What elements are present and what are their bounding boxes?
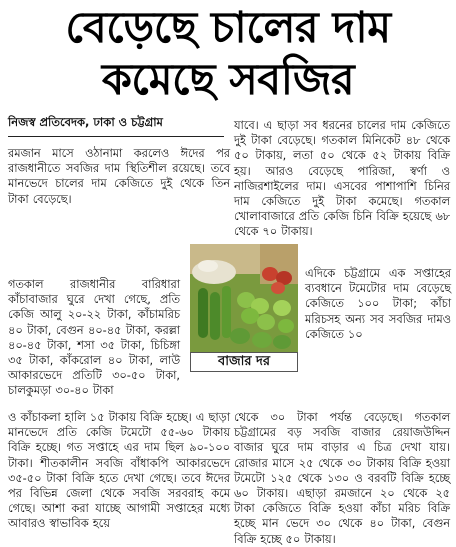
article-column-left-full: ও কাঁচাকলা হালি ১৫ টাকায় বিক্রি হচ্ছে। এ ছাড়া মানভেদে প্রতি কেজি টমেটো ৫৫-৬০ টাকায় বিক্রি হচ্ছে। গত সপ্তাহে এর দাম ছিল ৯০-১০০ টাকা। শীতকালীন সবজি বাঁধাকপি আকারভেদে ৩৫-৫০ টাকা বিক্রি হতে দেখা গেছে। তবে ঈদের পর বিভিন্ন জেলা থেকে সবজি সরবরাহ কমে গেছে। আশা করা যাচ্ছে আগামী সপ্তাহের মধ্যে আবারও স্বাভাবিক হয়ে	[8, 411, 230, 531]
headline-line-1: বেড়েছে চালের দাম	[65, 3, 391, 53]
vegetable-market-photo	[190, 244, 298, 352]
article-column-right-mid: এদিকে চট্টগ্রামে এক সপ্তাহের ব্যবধানে টমেটোর দাম বেড়েছে কেজিতে ১০০ টাকা; কাঁচা মরিচসহ অন্য সব সবজির দামও কেজিতে ১০	[305, 267, 451, 341]
article-column-left-bottom: গতকাল রাজধানীর বারিধারা কাঁচাবাজার ঘুরে দেখা গেছে, প্রতি কেজি আলু ২০-২২ টাকা, কাঁচামরিচ ৪০ টাকা, বেগুন ৪০-৪৫ টাকা, করল্লা ৪০-৪৫ টাকা, শসা ৩৫ টাকা, চিচিঙ্গা ৩৫ টাকা, কাঁকরোল ৪০ টাকা, লাউ আকারভেদে প্রতিটি ৩০-৫০ টাকা, চালকুমড়া ৩০-৪০ টাকা	[8, 278, 180, 398]
byline-divider	[8, 136, 224, 137]
headline-line-2: কমেছে সবজির	[101, 55, 355, 105]
photo-caption: বাজার দর	[190, 352, 298, 372]
article-column-left-top: রমজান মাসে ওঠানামা করলেও ঈদের পর রাজধানীতে সবজির দাম স্থিতিশীল রয়েছে। তবে মানভেদে চালের দাম কেজিতে দুই থেকে তিন টাকা বেড়েছে।	[8, 147, 230, 206]
article-column-right-bottom: থেকে ৩০ টাকা পর্যন্ত বেড়েছে। গতকাল চট্টগ্রামের বড় সবজি বাজার রেয়াজউদ্দিন বাজার ঘুরে দাম বাড়ার এ চিত্র দেখা যায়। রোজার মাসে ২৫ থেকে ৩০ টাকায় বিক্রি হওয়া টমেটো ১২৫ থেকে ১৩০ ও বরবটি বিক্রি হচ্ছে ৬০ টাকায়। এছাড়া রমজানে ২০ থেকে ২৫ টাকা কেজিতে বিক্রি হওয়া কাঁচা মরিচ বিক্রি হচ্ছে মান ভেদে ৩০ থেকে ৪০ টাকা, বেগুন বিক্রি হচ্ছে ৫০ টাকায়।	[234, 411, 450, 546]
article-column-right-top: যাবে। এ ছাড়া সব ধরনের চালের দাম কেজিতে দুই টাকা বেড়েছে। গতকাল মিনিকেট ৪৮ থেকে ৫০ টাকায়, লতা ৫০ থেকে ৫২ টাকায় বিক্রি হয়। আরও বেড়েছে পারিজা, স্বর্ণা ও নাজিরশাইলের দাম। এসবের পাশাপাশি চিনির দাম কেজিতে দুই টাকা কমেছে। গতকাল খোলাবাজারে প্রতি কেজি চিনি বিক্রি হয়েছে ৬৮ থেকে ৭০ টাকায়।	[234, 119, 450, 239]
byline: নিজস্ব প্রতিবেদক, ঢাকা ও চট্টগ্রাম	[8, 115, 163, 129]
